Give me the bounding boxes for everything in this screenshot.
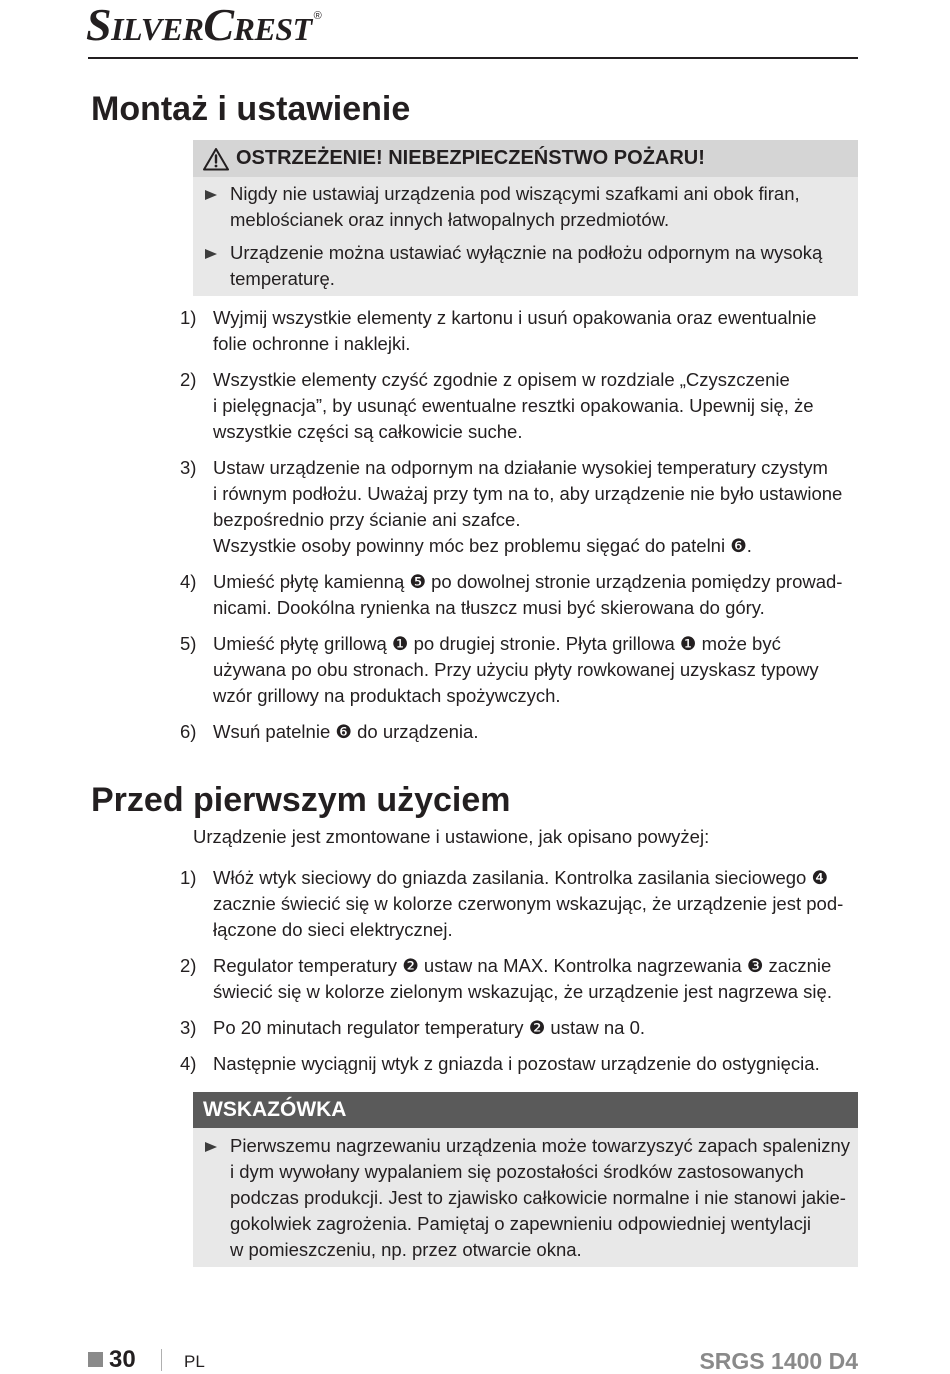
- step-text: [213, 455, 842, 559]
- note-title: WSKAZÓWKA: [203, 1098, 347, 1121]
- step-number: 2): [180, 369, 197, 390]
- step-number: 1): [180, 307, 197, 328]
- step-text: [213, 1015, 843, 1041]
- section-title-assembly: Montaż i ustawienie: [91, 90, 411, 128]
- assembly-step: [180, 305, 842, 357]
- step-text: [213, 367, 842, 445]
- note-header: [193, 1092, 858, 1128]
- footer-divider: [161, 1349, 162, 1371]
- text-line: i dym wywołany wypalaniem się pozostałości środków zastosowanych: [230, 1161, 804, 1182]
- step-text: [213, 569, 842, 621]
- text-line: łączone do sieci elektrycznej.: [213, 919, 453, 940]
- fire-warning-box: [193, 140, 858, 296]
- note-bullet-text: [230, 1133, 858, 1263]
- text-line: folie ochronne i naklejki.: [213, 333, 411, 354]
- first-use-steps: [180, 865, 843, 1087]
- warning-bullet-text: [230, 240, 858, 292]
- step-number: 2): [180, 955, 197, 976]
- assembly-step: [180, 455, 842, 559]
- registered-mark: ®: [313, 10, 322, 22]
- footer-square-marker: [88, 1352, 103, 1367]
- text-line: używana po obu stronach. Przy użyciu płyty rowkowanej uzyskasz typowy: [213, 659, 819, 680]
- text-line: Po 20 minutach regulator temperatury ❷ ustaw na 0.: [213, 1017, 646, 1038]
- note-body: [193, 1128, 858, 1267]
- text-line: Nigdy nie ustawiaj urządzenia pod wiszącymi szafkami ani obok firan,: [230, 183, 800, 204]
- assembly-step: [180, 367, 842, 445]
- text-line: Wszystkie elementy czyść zgodnie z opisem w rozdziale „Czyszczenie: [213, 369, 790, 390]
- step-number: 3): [180, 457, 197, 478]
- assembly-step: [180, 631, 842, 709]
- text-line: w pomieszczeniu, np. przez otwarcie okna.: [230, 1239, 582, 1260]
- first-use-step: [180, 865, 843, 943]
- warning-title: OSTRZEŻENIE! NIEBEZPIECZEŃSTWO POŻARU!: [236, 147, 705, 169]
- step-text: [213, 719, 842, 745]
- assembly-step: [180, 719, 842, 745]
- text-line: Następnie wyciągnij wtyk z gniazda i pozostaw urządzenie do ostygnięcia.: [213, 1053, 820, 1074]
- step-number: 5): [180, 633, 197, 654]
- text-line: Wyjmij wszystkie elementy z kartonu i usuń opakowania oraz ewentualnie: [213, 307, 817, 328]
- warning-header: [193, 140, 858, 177]
- header-rule: [88, 57, 858, 59]
- text-line: podczas produkcji. Jest to zjawisko całkowicie normalne i nie stanowi jakie-: [230, 1187, 846, 1208]
- step-text: [213, 305, 842, 357]
- note-box: [193, 1092, 858, 1267]
- text-line: nicami. Dookólna rynienka na tłuszcz musi być skierowana do góry.: [213, 597, 765, 618]
- text-line: zacznie świecić się w kolorze czerwonym wskazując, że urządzenie jest pod-: [213, 893, 844, 914]
- text-line: Ustaw urządzenie na odpornym na działanie wysokiej temperatury czystym: [213, 457, 828, 478]
- text-line: Regulator temperatury ❷ ustaw na MAX. Kontrolka nagrzewania ❸ zacznie: [213, 955, 832, 976]
- text-line: Pierwszemu nagrzewaniu urządzenia może towarzyszyć zapach spalenizny: [230, 1135, 851, 1156]
- text-line: Umieść płytę grillową ❶ po drugiej stronie. Płyta grillowa ❶ może być: [213, 633, 781, 654]
- text-line: temperaturę.: [230, 268, 335, 289]
- first-use-step: [180, 953, 843, 1005]
- warning-bullet-text: [230, 181, 858, 233]
- text-line: świecić się w kolorze zielonym wskazując, że urządzenie jest nagrzewa się.: [213, 981, 832, 1002]
- step-text: [213, 865, 843, 943]
- text-line: bezpośrednio przy ścianie ani szafce.: [213, 509, 521, 530]
- first-use-step: [180, 1051, 843, 1077]
- assembly-steps: [180, 305, 842, 755]
- language-code: PL: [184, 1352, 205, 1371]
- arrow-right-icon: [205, 1142, 217, 1152]
- text-line: Wsuń patelnie ❻ do urządzenia.: [213, 721, 479, 742]
- step-number: 1): [180, 867, 197, 888]
- warning-bullet: [193, 240, 858, 292]
- text-line: Wszystkie osoby powinny móc bez problemu sięgać do patelni ❻.: [213, 535, 752, 556]
- text-line: meblościanek oraz innych łatwopalnych przedmiotów.: [230, 209, 670, 230]
- text-line: i pielęgnacja”, by usunąć ewentualne resztki opakowania. Upewnij się, że: [213, 395, 814, 416]
- text-line: wszystkie części są całkowicie suche.: [213, 421, 523, 442]
- logo-wordmark: SilverCrest: [86, 0, 312, 50]
- text-line: i równym podłożu. Uważaj przy tym na to, aby urządzenie nie było ustawione: [213, 483, 843, 504]
- section-title-first-use: Przed pierwszym użyciem: [91, 781, 511, 819]
- step-number: 6): [180, 721, 197, 742]
- note-bullet: [193, 1133, 858, 1263]
- first-use-step: [180, 1015, 843, 1041]
- arrow-right-icon: [205, 249, 217, 259]
- warning-triangle-icon: [203, 147, 229, 171]
- step-number: 4): [180, 571, 197, 592]
- text-line: wzór grillowy na produktach spożywczych.: [213, 685, 561, 706]
- first-use-intro: Urządzenie jest zmontowane i ustawione, jak opisano powyżej:: [193, 826, 710, 847]
- step-text: [213, 1051, 843, 1077]
- step-number: 4): [180, 1053, 197, 1074]
- text-line: gokolwiek zagrożenia. Pamiętaj o zapewnieniu odpowiedniej wentylacji: [230, 1213, 812, 1234]
- assembly-step: [180, 569, 842, 621]
- silvercrest-logo: [86, 0, 322, 50]
- text-line: Umieść płytę kamienną ❺ po dowolnej stronie urządzenia pomiędzy prowad-: [213, 571, 843, 592]
- text-line: Urządzenie można ustawiać wyłącznie na podłożu odpornym na wysoką: [230, 242, 823, 263]
- text-line: Włóż wtyk sieciowy do gniazda zasilania. Kontrolka zasilania sieciowego ❹: [213, 867, 829, 888]
- page-number: 30: [109, 1346, 136, 1373]
- model-number: SRGS 1400 D4: [699, 1348, 858, 1374]
- warning-bullet: [193, 181, 858, 233]
- step-text: [213, 953, 843, 1005]
- step-text: [213, 631, 842, 709]
- arrow-right-icon: [205, 190, 217, 200]
- step-number: 3): [180, 1017, 197, 1038]
- warning-body: [193, 177, 858, 296]
